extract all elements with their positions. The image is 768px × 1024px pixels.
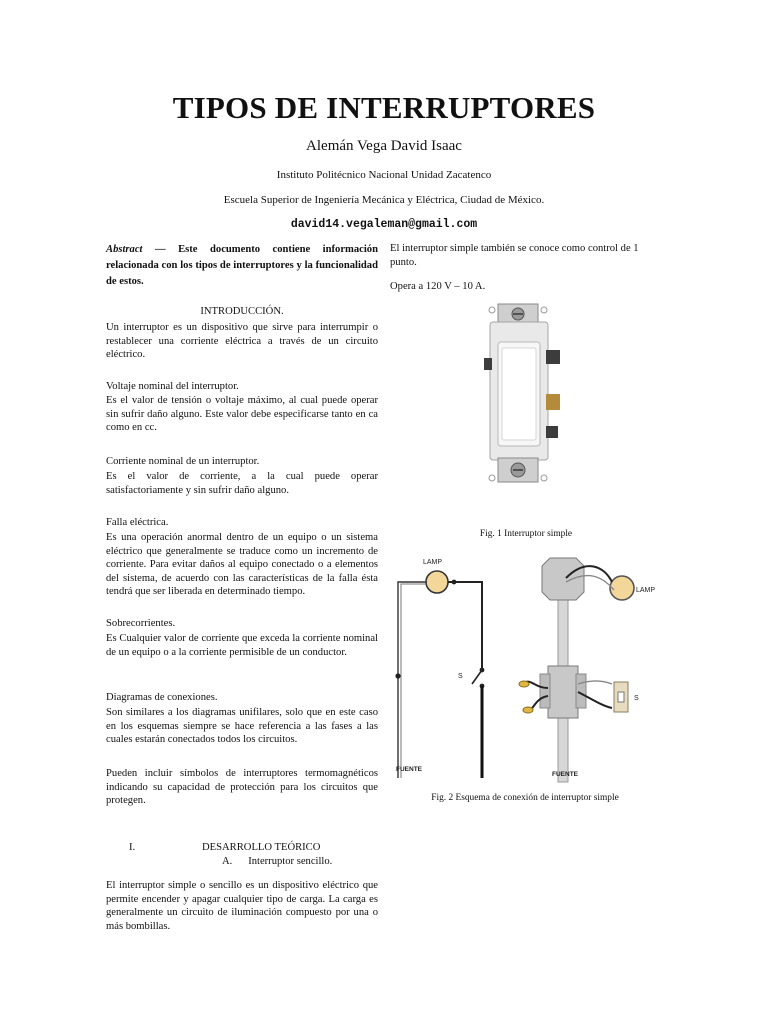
institution: Instituto Politécnico Nacional Unidad Zacatenco — [276, 169, 492, 181]
schematic-left — [395, 571, 484, 778]
diagramas-text: Son similares a los diagramas unifilares, solo que en este caso en los esquemas siempre se hace referencia a las fases a las cuales estarán conectados todos los circuitos. — [106, 707, 378, 746]
lamp-label-right: LAMP — [636, 587, 656, 594]
incluir-text: Pueden incluir símbolos de interruptores termomagnéticos indicando su capacidad de protección para los circuitos que protegen. — [106, 768, 378, 807]
falla-text: Es una operación anormal dentro de un equipo o un sistema eléctrico que generalmente se traduce como un incremento de corriente. Para evitar daños al equipo conectado o a elementos del sistema, de acuerdo con las características de la falla ésta tendrá que ser liberada en determinado tiempo. — [106, 532, 378, 598]
right-para-2: Opera a 120 V – 10 A. — [390, 281, 486, 292]
paper-title: TIPOS DE INTERRUPTORES — [172, 90, 596, 125]
sobre-heading: Sobrecorrientes. — [106, 618, 176, 629]
intro-text: Un interruptor es un dispositivo que sirve para interrumpir o restablecer una corriente eléctrica a través de un circuito eléctrico. — [106, 322, 378, 361]
abstract-text: Este documento contiene información relacionada con los tipos de interruptores y la funcionalidad de estos. — [106, 244, 378, 287]
abstract-dash: — — [142, 244, 179, 255]
corriente-text: Es el valor de corriente, a la cual puede operar satisfactoriamente y sin sufrir daño alguno. — [106, 471, 378, 496]
switch-photo — [468, 298, 580, 492]
falla-heading: Falla eléctrica. — [106, 517, 169, 528]
right-para-1: El interruptor simple también se conoce como control de 1 punto. — [390, 243, 639, 268]
switch-label-left: S — [458, 673, 463, 680]
fuente-label-right: FUENTE — [552, 771, 578, 778]
diagramas-heading: Diagramas de conexiones. — [106, 692, 218, 703]
sencillo-text: El interruptor simple o sencillo es un dispositivo eléctrico que permite encender y apagar cualquier tipo de carga. La carga es generalmente un circuito de iluminación compuesto por una o más bombillas. — [106, 880, 378, 932]
section-number: I. — [129, 842, 136, 853]
abstract — [106, 242, 378, 290]
intro-heading: INTRODUCCIÓN. — [200, 306, 284, 317]
sobre-text: Es Cualquier valor de corriente que exceda la corriente nominal de un equipo o a la corriente permisible de un conductor. — [106, 633, 378, 658]
voltaje-heading: Voltaje nominal del interruptor. — [106, 381, 239, 392]
switch-label-right: S — [634, 695, 639, 702]
corriente-heading: Corriente nominal de un interruptor. — [106, 456, 260, 467]
subsection-title: A. Interruptor sencillo. — [222, 856, 333, 867]
wiring-diagram — [390, 548, 662, 786]
schematic-right — [519, 558, 634, 782]
fig1-caption: Fig. 1 Interruptor simple — [479, 529, 573, 539]
author-name: Alemán Vega David Isaac — [306, 138, 462, 154]
lamp-label-left: LAMP — [423, 559, 443, 566]
school: Escuela Superior de Ingeniería Mecánica y Eléctrica, Ciudad de México. — [223, 194, 545, 206]
abstract-label: Abstract — [106, 244, 143, 255]
fuente-label-left: FUENTE — [396, 766, 422, 773]
voltaje-text: Es el valor de tensión o voltaje máximo, al cual puede operar sin sufrir daño alguno. Este valor debe especificarse tanto en ca como en cc. — [106, 395, 378, 434]
email-link[interactable]: david14.vegaleman@gmail.com — [290, 218, 478, 231]
section-title: DESARROLLO TEÓRICO — [202, 842, 321, 853]
fig2-caption: Fig. 2 Esquema de conexión de interruptor simple — [431, 793, 619, 803]
